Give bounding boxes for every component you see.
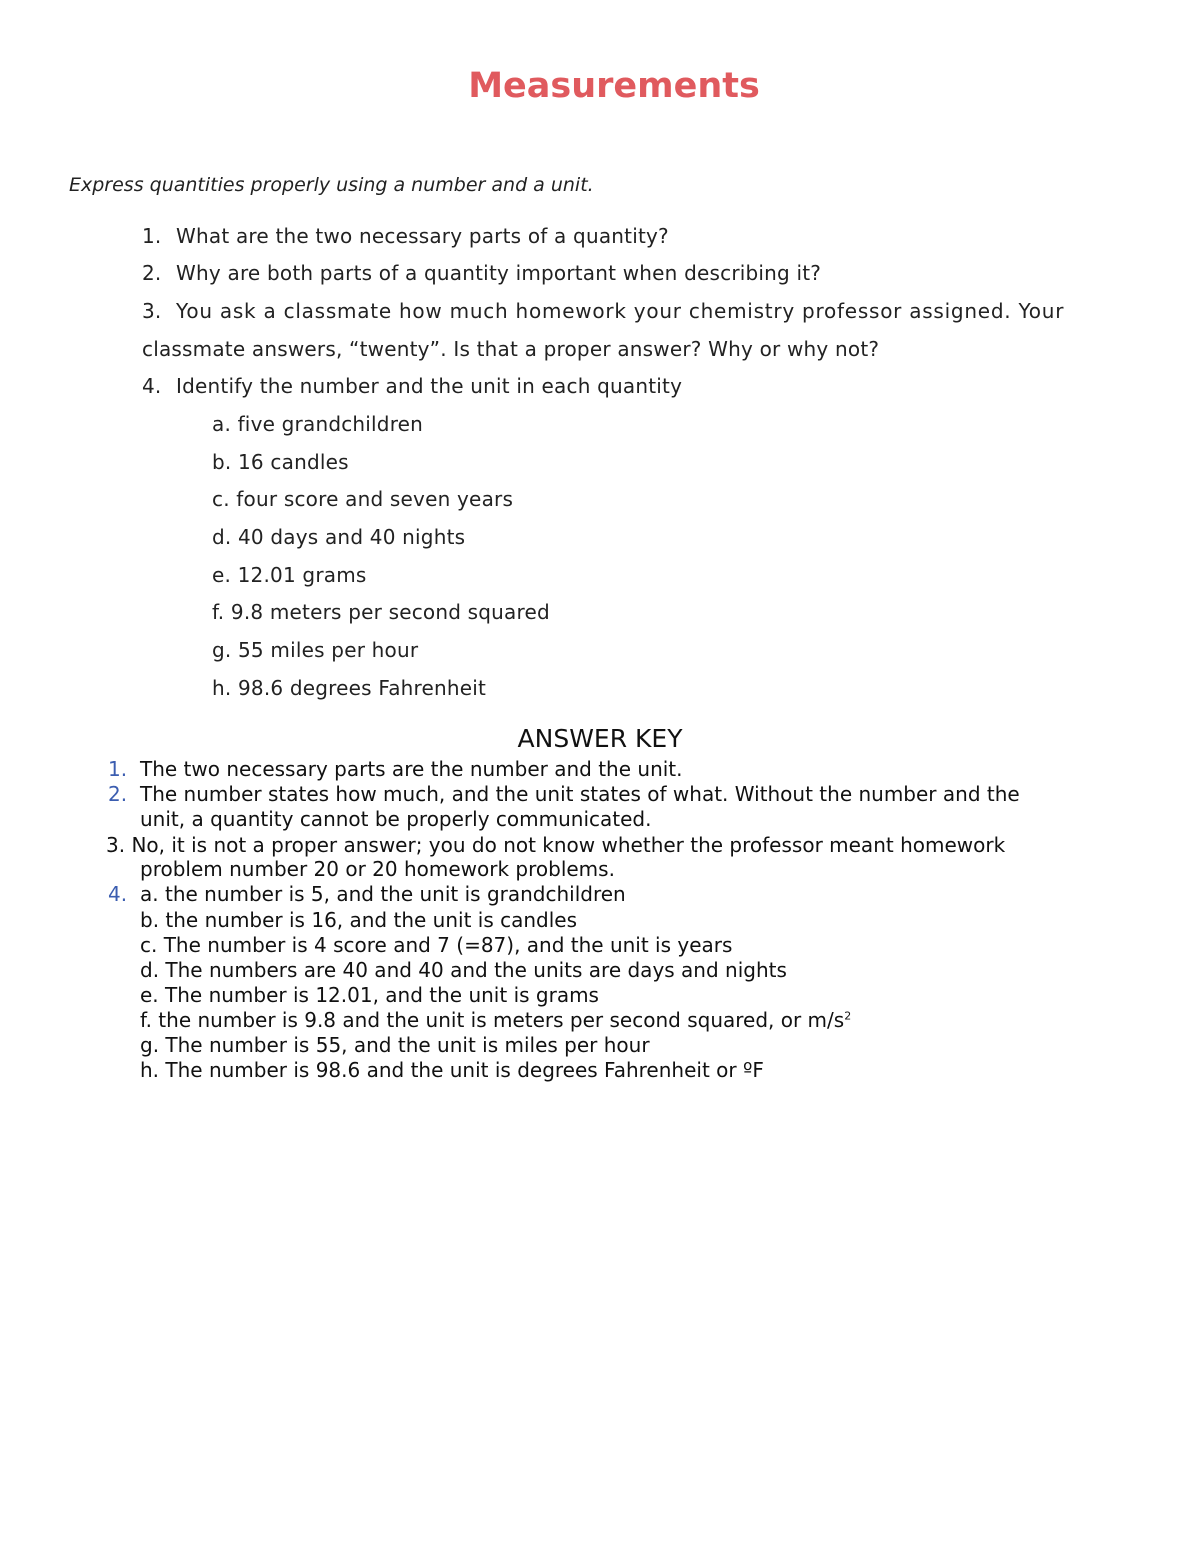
intro-text: Express quantities properly using a number and a unit. <box>69 174 594 196</box>
list-item: d. 40 days and 40 nights <box>212 525 466 549</box>
question-2 <box>142 261 821 285</box>
answer-4 <box>108 882 626 906</box>
superscript: 2 <box>844 1009 852 1023</box>
question-1 <box>142 224 669 248</box>
list-item: h. 98.6 degrees Fahrenheit <box>212 676 487 700</box>
question-number: 3. <box>142 299 162 323</box>
answer-4-item: e. The number is 12.01, and the unit is grams <box>140 983 599 1007</box>
question-4 <box>142 374 682 398</box>
answer-2-continued: unit, a quantity cannot be properly communicated. <box>140 807 652 831</box>
answer-4-item: c. The number is 4 score and 7 (=87), and the unit is years <box>140 933 733 957</box>
list-item: f. 9.8 meters per second squared <box>212 600 550 624</box>
answer-4-item: h. The number is 98.6 and the unit is degrees Fahrenheit or ºF <box>140 1058 764 1082</box>
answer-text: f. the number is 9.8 and the unit is meters per second squared, or m/s <box>140 1008 845 1032</box>
page-title: Measurements <box>468 66 760 106</box>
question-3-continued: classmate answers, “twenty”. Is that a proper answer? Why or why not? <box>142 337 880 361</box>
answer-4-item: g. The number is 55, and the unit is miles per hour <box>140 1033 650 1057</box>
answer-text: The two necessary parts are the number and the unit. <box>140 757 683 781</box>
answer-key-heading: ANSWER KEY <box>517 724 683 753</box>
question-text: Identify the number and the unit in each quantity <box>176 374 683 398</box>
list-item: e. 12.01 grams <box>212 563 367 587</box>
list-item: g. 55 miles per hour <box>212 638 419 662</box>
list-item: b. 16 candles <box>212 450 349 474</box>
answer-4-item: d. The numbers are 40 and 40 and the units are days and nights <box>140 958 787 982</box>
answer-3-continued: problem number 20 or 20 homework problems. <box>140 857 615 881</box>
answer-4-item: b. the number is 16, and the unit is candles <box>140 908 578 932</box>
answer-2 <box>108 782 1020 806</box>
question-text: What are the two necessary parts of a quantity? <box>176 224 669 248</box>
answer-text: The number states how much, and the unit states of what. Without the number and the <box>140 782 1020 806</box>
answer-number: 4. <box>108 882 128 906</box>
answer-3: 3. No, it is not a proper answer; you do not know whether the professor meant homework <box>106 833 1006 857</box>
list-item: a. five grandchildren <box>212 412 424 436</box>
question-3 <box>142 299 1064 323</box>
question-number: 1. <box>142 224 162 248</box>
question-number: 2. <box>142 261 162 285</box>
answer-4-item-f <box>140 1008 851 1032</box>
list-item: c. four score and seven years <box>212 487 514 511</box>
question-text: You ask a classmate how much homework your chemistry professor assigned. Your <box>176 299 1065 323</box>
question-number: 4. <box>142 374 162 398</box>
answer-number: 2. <box>108 782 128 806</box>
answer-number: 1. <box>108 757 128 781</box>
answer-text: a. the number is 5, and the unit is grandchildren <box>140 882 626 906</box>
answer-1 <box>108 757 683 781</box>
question-text: Why are both parts of a quantity important when describing it? <box>176 261 822 285</box>
